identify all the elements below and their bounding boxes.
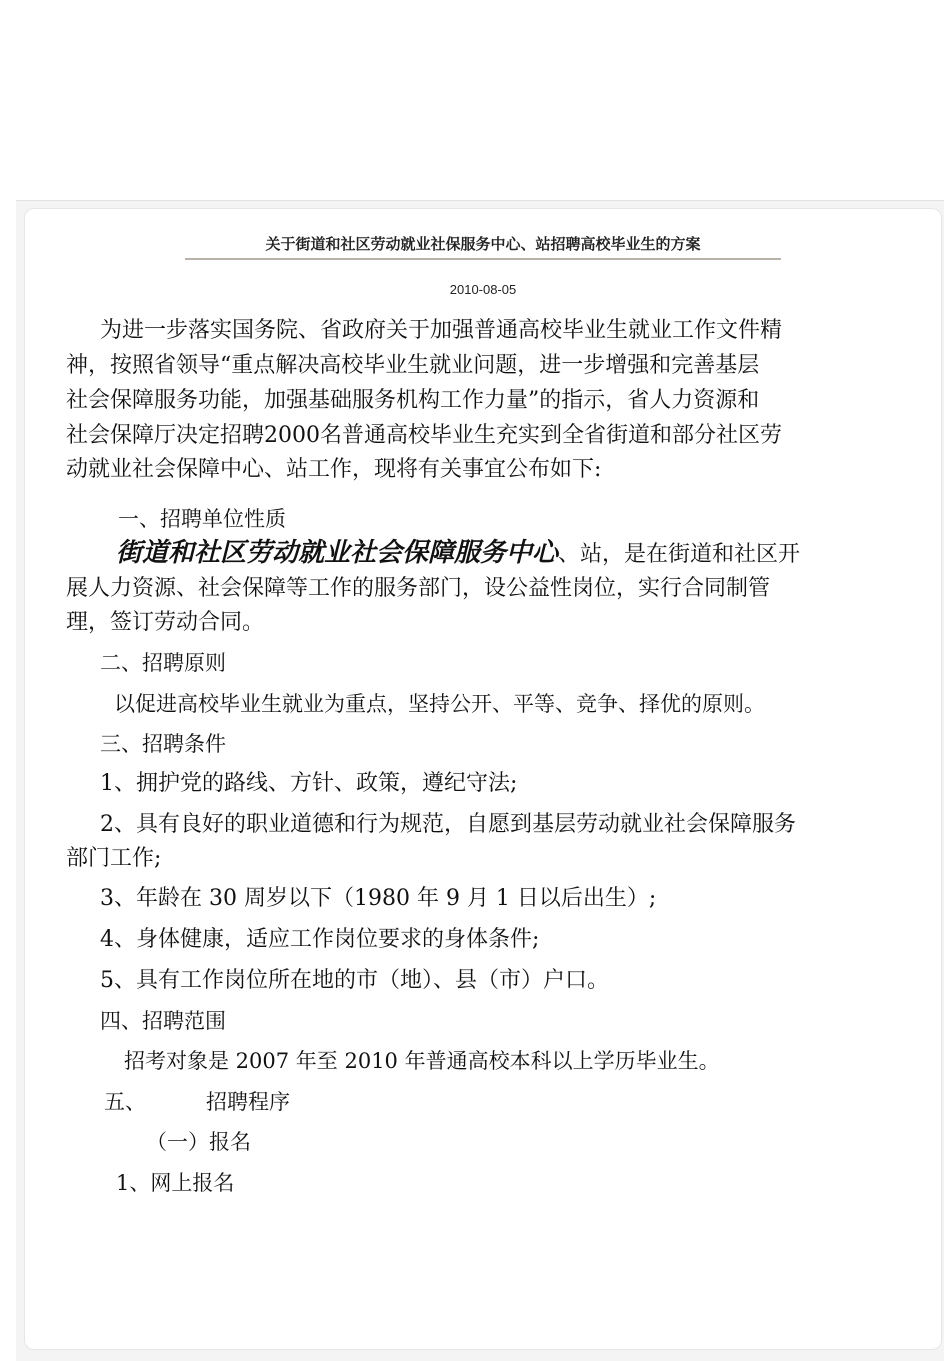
paragraph-line: 展人力资源、社会保障等工作的服务部门，设公益性岗位，实行合同制管	[66, 576, 771, 601]
article-title: 关于街道和社区劳动就业社保服务中心、站招聘高校毕业生的方案	[265, 235, 701, 253]
emphasized-text: 街道和社区劳动就业社会保障服务中心	[116, 538, 559, 568]
paragraph-line: 招考对象是 2007 年至 2010 年普通高校本科以上学历毕业生。	[124, 1049, 720, 1073]
paragraph-line: 社会保障厅决定招聘2000名普通高校毕业生充实到全省街道和部分社区劳	[66, 423, 782, 448]
section-heading: 四、招聘范围	[100, 1009, 226, 1033]
section-heading-number: 五、	[104, 1090, 146, 1114]
subsection-item: 1、网上报名	[116, 1171, 235, 1195]
paragraph-line: 以促进高校毕业生就业为重点，坚持公开、平等、竞争、择优的原则。	[114, 692, 765, 716]
paragraph-line: 理，签订劳动合同。	[66, 610, 265, 635]
section-heading: 二、招聘原则	[100, 651, 226, 675]
list-item: 4、身体健康，适应工作岗位要求的身体条件;	[100, 927, 540, 952]
section-heading: 招聘程序	[206, 1090, 290, 1114]
paragraph-line: 动就业社会保障中心、站工作，现将有关事宜公布如下:	[66, 457, 602, 482]
paragraph-line: 神，按照省领导“重点解决高校毕业生就业问题，进一步增强和完善基层	[66, 353, 760, 378]
list-item: 2、具有良好的职业道德和行为规范，自愿到基层劳动就业社会保障服务	[100, 812, 796, 837]
section-heading: 三、招聘条件	[100, 732, 226, 756]
paragraph-line: 为进一步落实国务院、省政府关于加强普通高校毕业生就业工作文件精	[100, 318, 783, 343]
list-item-continuation: 部门工作;	[66, 846, 162, 871]
section-heading: 一、招聘单位性质	[118, 507, 286, 531]
subsection-heading: （一）报名	[146, 1130, 251, 1154]
publish-date: 2010-08-05	[449, 282, 517, 297]
list-item: 5、具有工作岗位所在地的市（地）、县（市）户口。	[100, 968, 609, 993]
paragraph-line: 社会保障服务功能，加强基础服务机构工作力量”的指示，省人力资源和	[66, 388, 760, 413]
title-divider	[185, 258, 781, 260]
list-item: 1、拥护党的路线、方针、政策，遵纪守法;	[100, 771, 518, 796]
paragraph-line: 街道和社区劳动就业社会保障服务中心、站，是在街道和社区开	[116, 538, 801, 568]
list-item: 3、年龄在 30 周岁以下（1980 年 9 月 1 日以后出生）;	[100, 886, 657, 911]
